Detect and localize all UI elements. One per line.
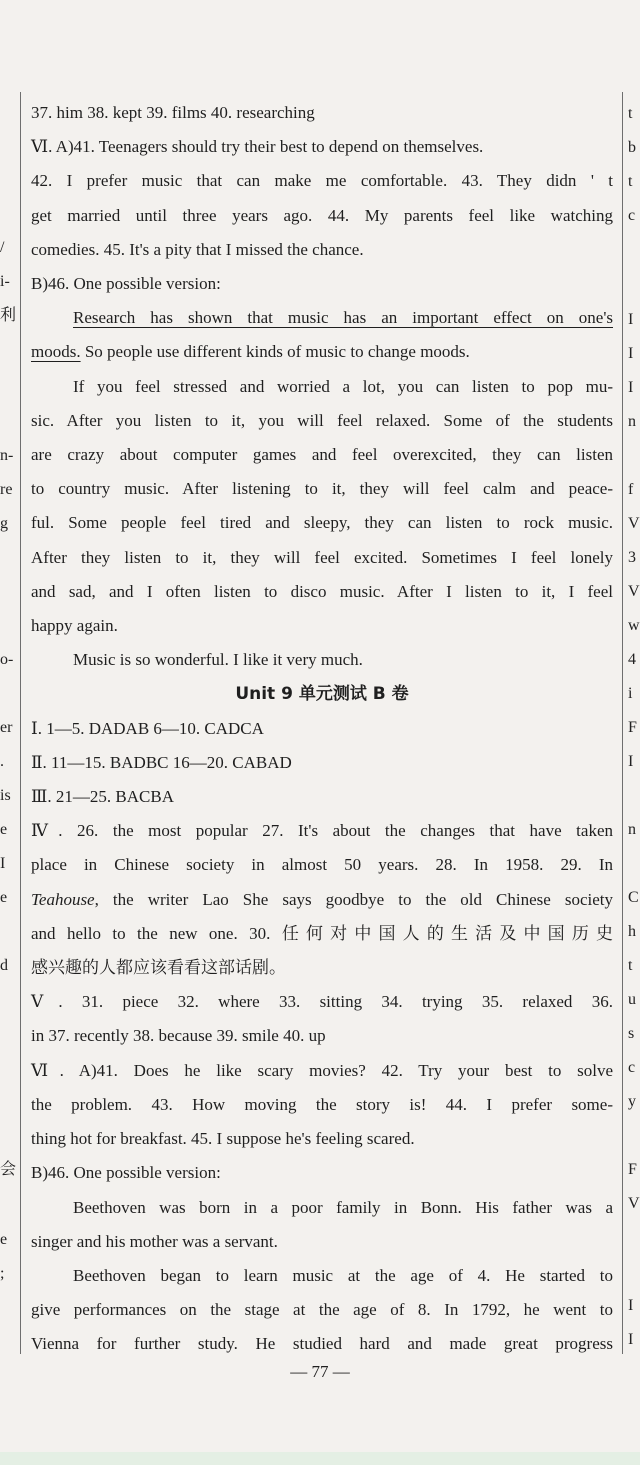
- answer-line: get married until three years ago. 44. My parents feel like watching: [31, 205, 613, 225]
- answer-line: 感兴趣的人都应该看看这部话剧。: [31, 958, 286, 978]
- essay-line: are crazy about computer games and feel overexcited, they can listen: [31, 445, 613, 465]
- answer-line: place in Chinese society in almost 50 years. 28. In 1958. 29. In: [31, 855, 613, 875]
- answer-line: thing hot for breakfast. 45. I suppose he's feeling scared.: [31, 1129, 415, 1149]
- italic-title: Teahouse: [31, 889, 95, 909]
- page-number: — 77 —: [290, 1362, 350, 1381]
- answer-line: in 37. recently 38. because 39. smile 40. up: [31, 1026, 326, 1046]
- essay-line: Music is so wonderful. I like it very much.: [73, 650, 363, 670]
- essay-line: Beethoven began to learn music at the age of 4. He started to: [73, 1265, 613, 1285]
- left-column-rule: [20, 92, 21, 1354]
- answer-line: [31, 883, 613, 917]
- section-heading: Unit 9 单元测试 B 卷: [235, 684, 409, 705]
- answer-line: 42. I prefer music that can make me comfortable. 43. They didn ' t: [31, 171, 613, 191]
- answer-text: , the writer Lao She says goodbye to the old Chinese society: [94, 889, 613, 909]
- answer-line: B)46. One possible version:: [31, 1163, 221, 1183]
- document-page: / i- 利 n- re g o- er . is e I e d 会 e ; t b t c I I I n f V 3 V w 4 i F I n C h t u s c y F V I I 37. him 38. kept 39. films 40. researching Ⅵ. A)41. Teenagers should try their best to depend on themselves. 42. I prefer music that can make me comfortable. 43. They didn ' t get married until three years ago. 44. My parents feel like watching comedies. 45. It's a pity that I missed the chance. B)46. One possible version: Research has shown that music has an important effect on one's moods. So people use different kinds of music to change moods. If you feel stressed and worried a lot, you can listen to pop mu- sic. After you listen to it, you will feel relaxed. Some of the students are crazy about computer games and feel overexcited, they can listen to country music. After listening to it, they will feel calm and peace- ful. Some people feel tired and sleepy, they can listen to rock music. After they listen to it, they will feel excited. Sometimes I feel lonely and sad, and I often listen to disco music. After I listen to it, I feel happy again. Music is so wonderful. I like it very much. Unit 9 单元测试 B 卷 Ⅰ. 1—5. DADAB 6—10. CADCA Ⅱ. 11—15. BADBC 16—20. CABAD Ⅲ. 21—25. BACBA Ⅳ. 26. the most popular 27. It's about the changes that have taken place in Chinese society in almost 50 years. 28. In 1958. 29. In Teahouse, the writer Lao She says goodbye to the old Chinese society and hello to the new one. 30. 任何对中国人的生活及中国历史 感兴趣的人都应该看看这部话剧。 Ⅴ. 31. piece 32. where 33. sitting 34. trying 35. relaxed 36. in 37. recently 38. because 39. smile 40. up Ⅵ. A)41. Does he like scary movies? 42. Try your best to solve the problem. 43. How moving the story is! 44. I prefer some- thing hot for breakfast. 45. I suppose he's feeling scared. B)46. One possible version: Beethoven was born in a poor family in Bonn. His father was a singer and his mother was a servant. Beethoven began to learn music at the age of 4. He started to give performances on the stage at the age of 8. In 1792, he went to Vienna for further study. He studied hard and made great progress — 77 —: [0, 0, 640, 1465]
- answer-line: Ⅳ. 26. the most popular 27. It's about the changes that have taken: [31, 821, 613, 841]
- answer-line: Ⅲ. 21—25. BACBA: [31, 787, 174, 807]
- answer-line: Ⅵ. A)41. Teenagers should try their best to depend on themselves.: [31, 137, 484, 157]
- answer-line: Ⅵ. A)41. Does he like scary movies? 42. Try your best to solve: [31, 1060, 613, 1080]
- essay-line: and sad, and I often listen to disco music. After I listen to it, I feel: [31, 581, 613, 601]
- topic-sentence-end: moods.: [31, 342, 81, 362]
- answer-line: B)46. One possible version:: [31, 274, 221, 294]
- answer-line: 37. him 38. kept 39. films 40. researching: [31, 103, 315, 122]
- main-text-column: [31, 96, 613, 1362]
- essay-line: happy again.: [31, 616, 118, 636]
- scan-bottom-strip: [0, 1452, 640, 1465]
- essay-line: Beethoven was born in a poor family in Bonn. His father was a: [73, 1197, 613, 1217]
- essay-line: [31, 335, 613, 369]
- essay-line: singer and his mother was a servant.: [31, 1231, 278, 1251]
- topic-sentence-part: Research has shown that music has an important effect on one's: [73, 308, 613, 328]
- essay-line: After they listen to it, they will feel excited. Sometimes I feel lonely: [31, 547, 613, 567]
- answer-line: Ⅰ. 1—5. DADAB 6—10. CADCA: [31, 718, 264, 738]
- answer-line: and hello to the new one. 30. 任何对中国人的生活及中国历史: [31, 923, 613, 943]
- essay-line: If you feel stressed and worried a lot, you can listen to pop mu-: [73, 376, 613, 396]
- essay-line: to country music. After listening to it, they will feel calm and peace-: [31, 479, 613, 499]
- answer-line: the problem. 43. How moving the story is! 44. I prefer some-: [31, 1094, 613, 1114]
- underlined-topic-sentence: [31, 301, 613, 335]
- answer-line: comedies. 45. It's a pity that I missed the chance.: [31, 239, 364, 259]
- essay-line: sic. After you listen to it, you will feel relaxed. Some of the students: [31, 410, 613, 430]
- answer-line: Ⅴ. 31. piece 32. where 33. sitting 34. trying 35. relaxed 36.: [31, 992, 613, 1012]
- right-column-rule: [622, 92, 623, 1354]
- essay-line: Vienna for further study. He studied hard and made great progress: [31, 1334, 613, 1354]
- essay-line: give performances on the stage at the age of 8. In 1792, he went to: [31, 1300, 613, 1320]
- answer-line: Ⅱ. 11—15. BADBC 16—20. CABAD: [31, 752, 292, 772]
- essay-text: So people use different kinds of music to change moods.: [80, 342, 470, 362]
- essay-line: ful. Some people feel tired and sleepy, they can listen to rock music.: [31, 513, 613, 533]
